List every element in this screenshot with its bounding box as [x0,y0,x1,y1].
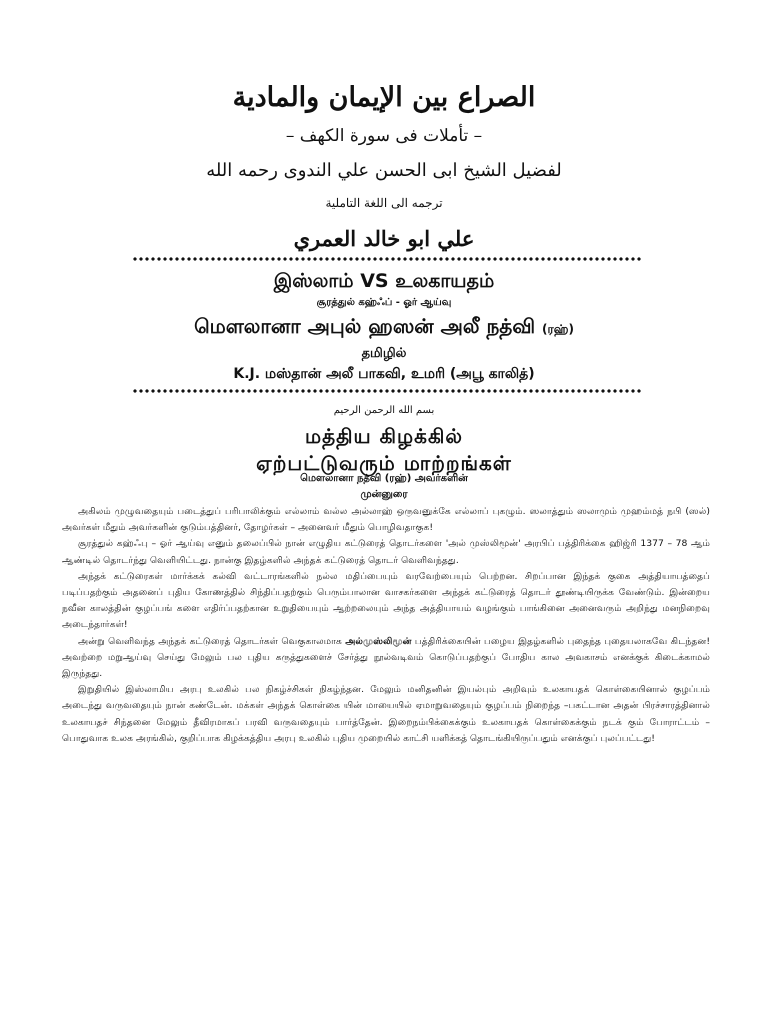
dotted-divider [132,256,642,262]
section-heading-line1: மத்திய கிழக்கில் [305,424,463,448]
tamil-author-line [0,314,768,341]
newspaper-name: அல்முஸ்லிமூன் [345,635,412,647]
tamil-title: இஸ்லாம் VS உலகாயதம் [273,270,495,292]
paragraph [62,634,710,683]
arabic-title: الصراع بين الإيمان والمادية [232,82,536,113]
paragraph: சூரத்துல் கஹ்ஃபு – ஓர் ஆய்வு எனும் தலைப்பில் நான் எழுதிய கட்டுரைத் தொடர்களை 'அல் முஸ்லிமூன்' அரபிப் பத்திரிக்கை ஹிஜ்ரி 1377 – 78 ஆம் ஆண்டில் தொடர்ந்து வெளியிட்டது. நான்கு இதழ்களில் அந்தக் கட்டுரைத் தொடர் வெளிவந்தது. [62,538,710,566]
tamil-subtitle: சூரத்துல் கஹ்ஃப் - ஓர் ஆய்வு [316,297,452,308]
tamil-author-name: மௌலானா அபுல் ஹஸன் அலீ நத்வி [194,314,536,338]
bismillah: بسم الله الرحمن الرحيم [333,405,435,416]
arabic-translator-name: علي ابو خالد العمري [293,226,475,251]
foreword-label: முன்னுரை [360,489,408,500]
tamil-author-honorific: (ரஹ்) [542,322,574,336]
section-heading-line2: ஏற்பட்டுவரும் மாற்றங்கள் [256,451,512,475]
arabic-author-line: لفضيل الشيخ ابى الحسن علي الندوى رحمه الله [206,160,562,181]
paragraph: இறுதியில் இஸ்லாமிய அரபு உலகில் பல நிகழ்ச்சிகள் நிகழ்ந்தன. மேலும் மனிதனின் இயல்பும் அறிவும் உலகாயதக் கொள்கையினால் குழப்பம் அடைந்து வருவதையும் நான் கண்டேன். மக்கள் அந்தக் கொள்கை யின் மாயையில் ஏமாறுவதையும் குழப்பம் நிறைந்த –பகட்டான அதன் பிரச்சாரத்தினால் உலகாயதச் சிந்தனை மேலும் தீவிரமாகப் பரவி வருவதையும் பார்த்தேன். இறைநம்பிக்கைக்கும் உலகாயதக் கொள்கைக்கும் நடக் கும் போராட்டம் – பொதுவாக உலக அரங்கில், குறிப்பாக கிழக்கத்திய அரபு உலகில் புதிய முறையில் காட்சி யளிக்கத் தொடங்கியிருப்பதும் எனக்குப் புலப்பட்டது! [62,684,710,744]
foreword-author-line: மௌலானா நத்வி (ரஹ்) அவர்களின் [300,473,468,484]
tamil-translator-line: K.J. மஸ்தான் அலீ பாகவி, உமரி (அபூ காலித்) [233,366,535,382]
tamil-in-label: தமிழில் [361,346,407,361]
foreword-body [62,504,710,747]
dotted-divider [132,388,642,394]
paragraph: அகிலம் முழுவதையும் படைத்துப் பரிபாலிக்கும் எல்லாம் வல்ல அல்லாஹ் ஒருவனுக்கே எல்லாப் புகழும். ஸலாத்தும் ஸலாமும் முஹம்மத் நபி (ஸல்) அவர்கள் மீதும் அவர்களின் குடும்பத்தினர், தோழர்கள் – அனைவர் மீதும் பொழிவதாகுக! [62,506,710,534]
paragraph-text: பத்திரிக்கையின் பழைய இதழ்களில் புதைந்த புதையலாகவே கிடந்தன! அவற்றை மறுஆய்வு செய்து மேலும் பல புதிய கருத்துகளைச் சேர்த்து நூல்வடிவம் கொடுப்பதற்குப் போதிய கால அவகாசம் எனக்குக் கிடைக்காமல் இருந்தது. [62,635,710,680]
paragraph: அந்தக் கட்டுரைகள் மார்க்கக் கல்வி வட்டாரங்களில் நல்ல மதிப்பையும் வரவேற்பையும் பெற்றன. சிறப்பான இந்தக் குகை அத்தியாயத்தைப் படிப்பதற்கும் அதனைப் புதிய கோணத்தில் சிந்திப்பதற்கும் பெரும்பாலான வாசகர்களை அந்தக் கட்டுரைத் தொடர் தூண்டியிருக்க வேண்டும். இன்றைய நவீன காலத்தின் குழப்பங் களை எதிர்ப்பதற்கான உறுதியையும் ஆற்றலையும் அந்த அத்தியாயம் வழங்கும் பாங்கினை அனைவரும் அறிந்து மனநிறைவு அடைந்தார்கள்! [62,570,710,631]
arabic-translated-line: ترجمه الى اللغة التاملية [325,196,443,210]
arabic-subtitle: – تأملات فى سورة الكهف – [285,126,483,146]
paragraph-text: அன்று வெளிவந்த அந்தக் கட்டுரைத் தொடர்கள் வெகுகாலமாக [78,635,346,647]
